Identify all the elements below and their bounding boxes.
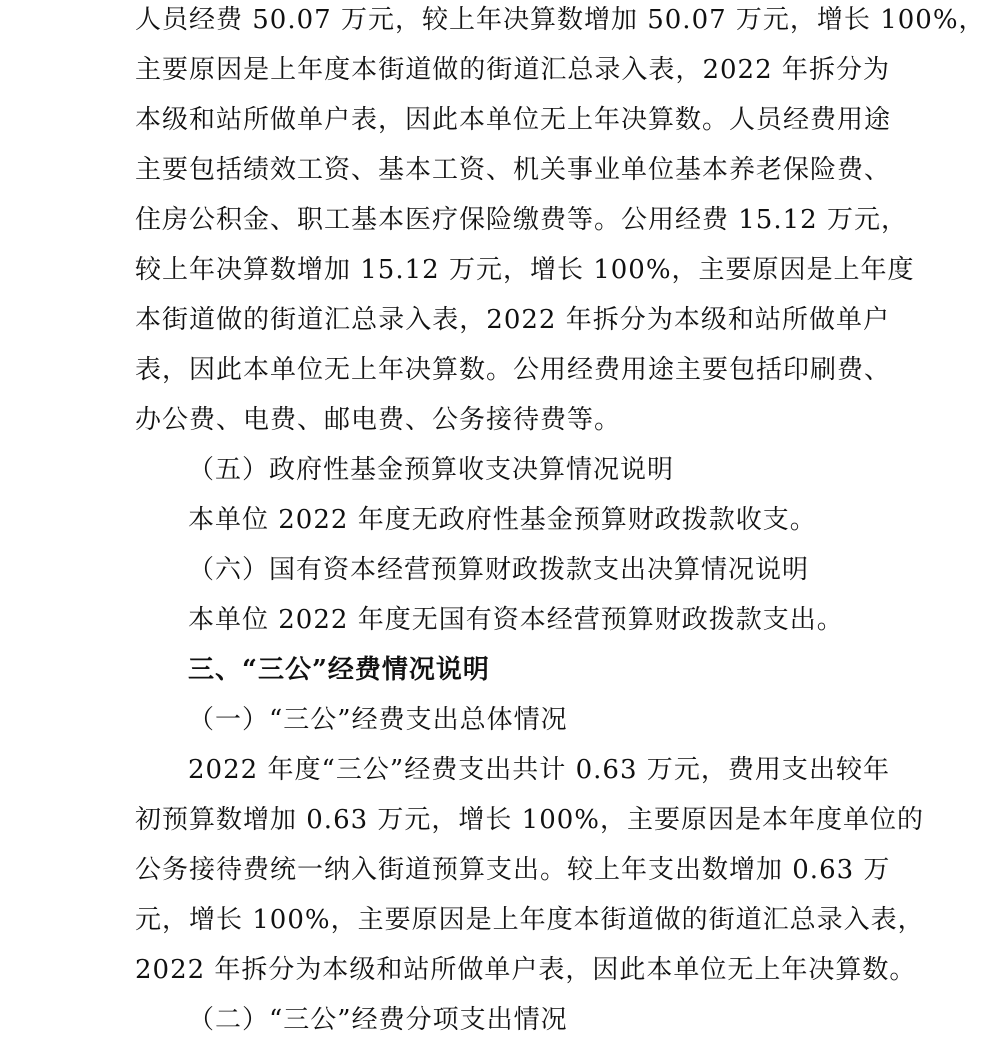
paragraph-line: 本单位 2022 年度无国有资本经营预算财政拨款支出。 xyxy=(188,605,844,635)
paragraph-line: 主要包括绩效工资、基本工资、机关事业单位基本养老保险费、 xyxy=(135,155,892,185)
section-heading: （一）“三公”经费支出总体情况 xyxy=(188,705,568,735)
paragraph-line: 本街道做的街道汇总录入表，2022 年拆分为本级和站所做单户 xyxy=(135,305,890,335)
chapter-heading: 三、“三公”经费情况说明 xyxy=(188,655,490,685)
paragraph-line: 2022 年拆分为本级和站所做单户表，因此本单位无上年决算数。 xyxy=(135,955,917,985)
section-heading: （二）“三公”经费分项支出情况 xyxy=(188,1005,568,1035)
paragraph-line: 表，因此本单位无上年决算数。公用经费用途主要包括印刷费、 xyxy=(135,355,892,385)
paragraph-line: 本单位 2022 年度无政府性基金预算财政拨款收支。 xyxy=(188,505,817,535)
paragraph-line: 初预算数增加 0.63 万元，增长 100%，主要原因是本年度单位的 xyxy=(135,805,925,835)
paragraph-line: 公务接待费统一纳入街道预算支出。较上年支出数增加 0.63 万 xyxy=(135,855,891,885)
section-heading: （五）政府性基金预算收支决算情况说明 xyxy=(188,455,675,485)
paragraph-line: 元，增长 100%，主要原因是上年度本街道做的街道汇总录入表， xyxy=(135,905,925,935)
paragraph-line: 本级和站所做单户表，因此本单位无上年决算数。人员经费用途 xyxy=(135,105,892,135)
paragraph-line: 住房公积金、职工基本医疗保险缴费等。公用经费 15.12 万元， xyxy=(135,205,908,235)
paragraph-line: 办公费、电费、邮电费、公务接待费等。 xyxy=(135,405,622,435)
paragraph-line: 人员经费 50.07 万元，较上年决算数增加 50.07 万元，增长 100%， xyxy=(135,5,986,35)
section-heading: （六）国有资本经营预算财政拨款支出决算情况说明 xyxy=(188,555,810,585)
paragraph-line: 2022 年度“三公”经费支出共计 0.63 万元，费用支出较年 xyxy=(188,755,890,785)
paragraph-line: 较上年决算数增加 15.12 万元，增长 100%，主要原因是上年度 xyxy=(135,255,915,285)
paragraph-line: 主要原因是上年度本街道做的街道汇总录入表，2022 年拆分为 xyxy=(135,55,890,85)
